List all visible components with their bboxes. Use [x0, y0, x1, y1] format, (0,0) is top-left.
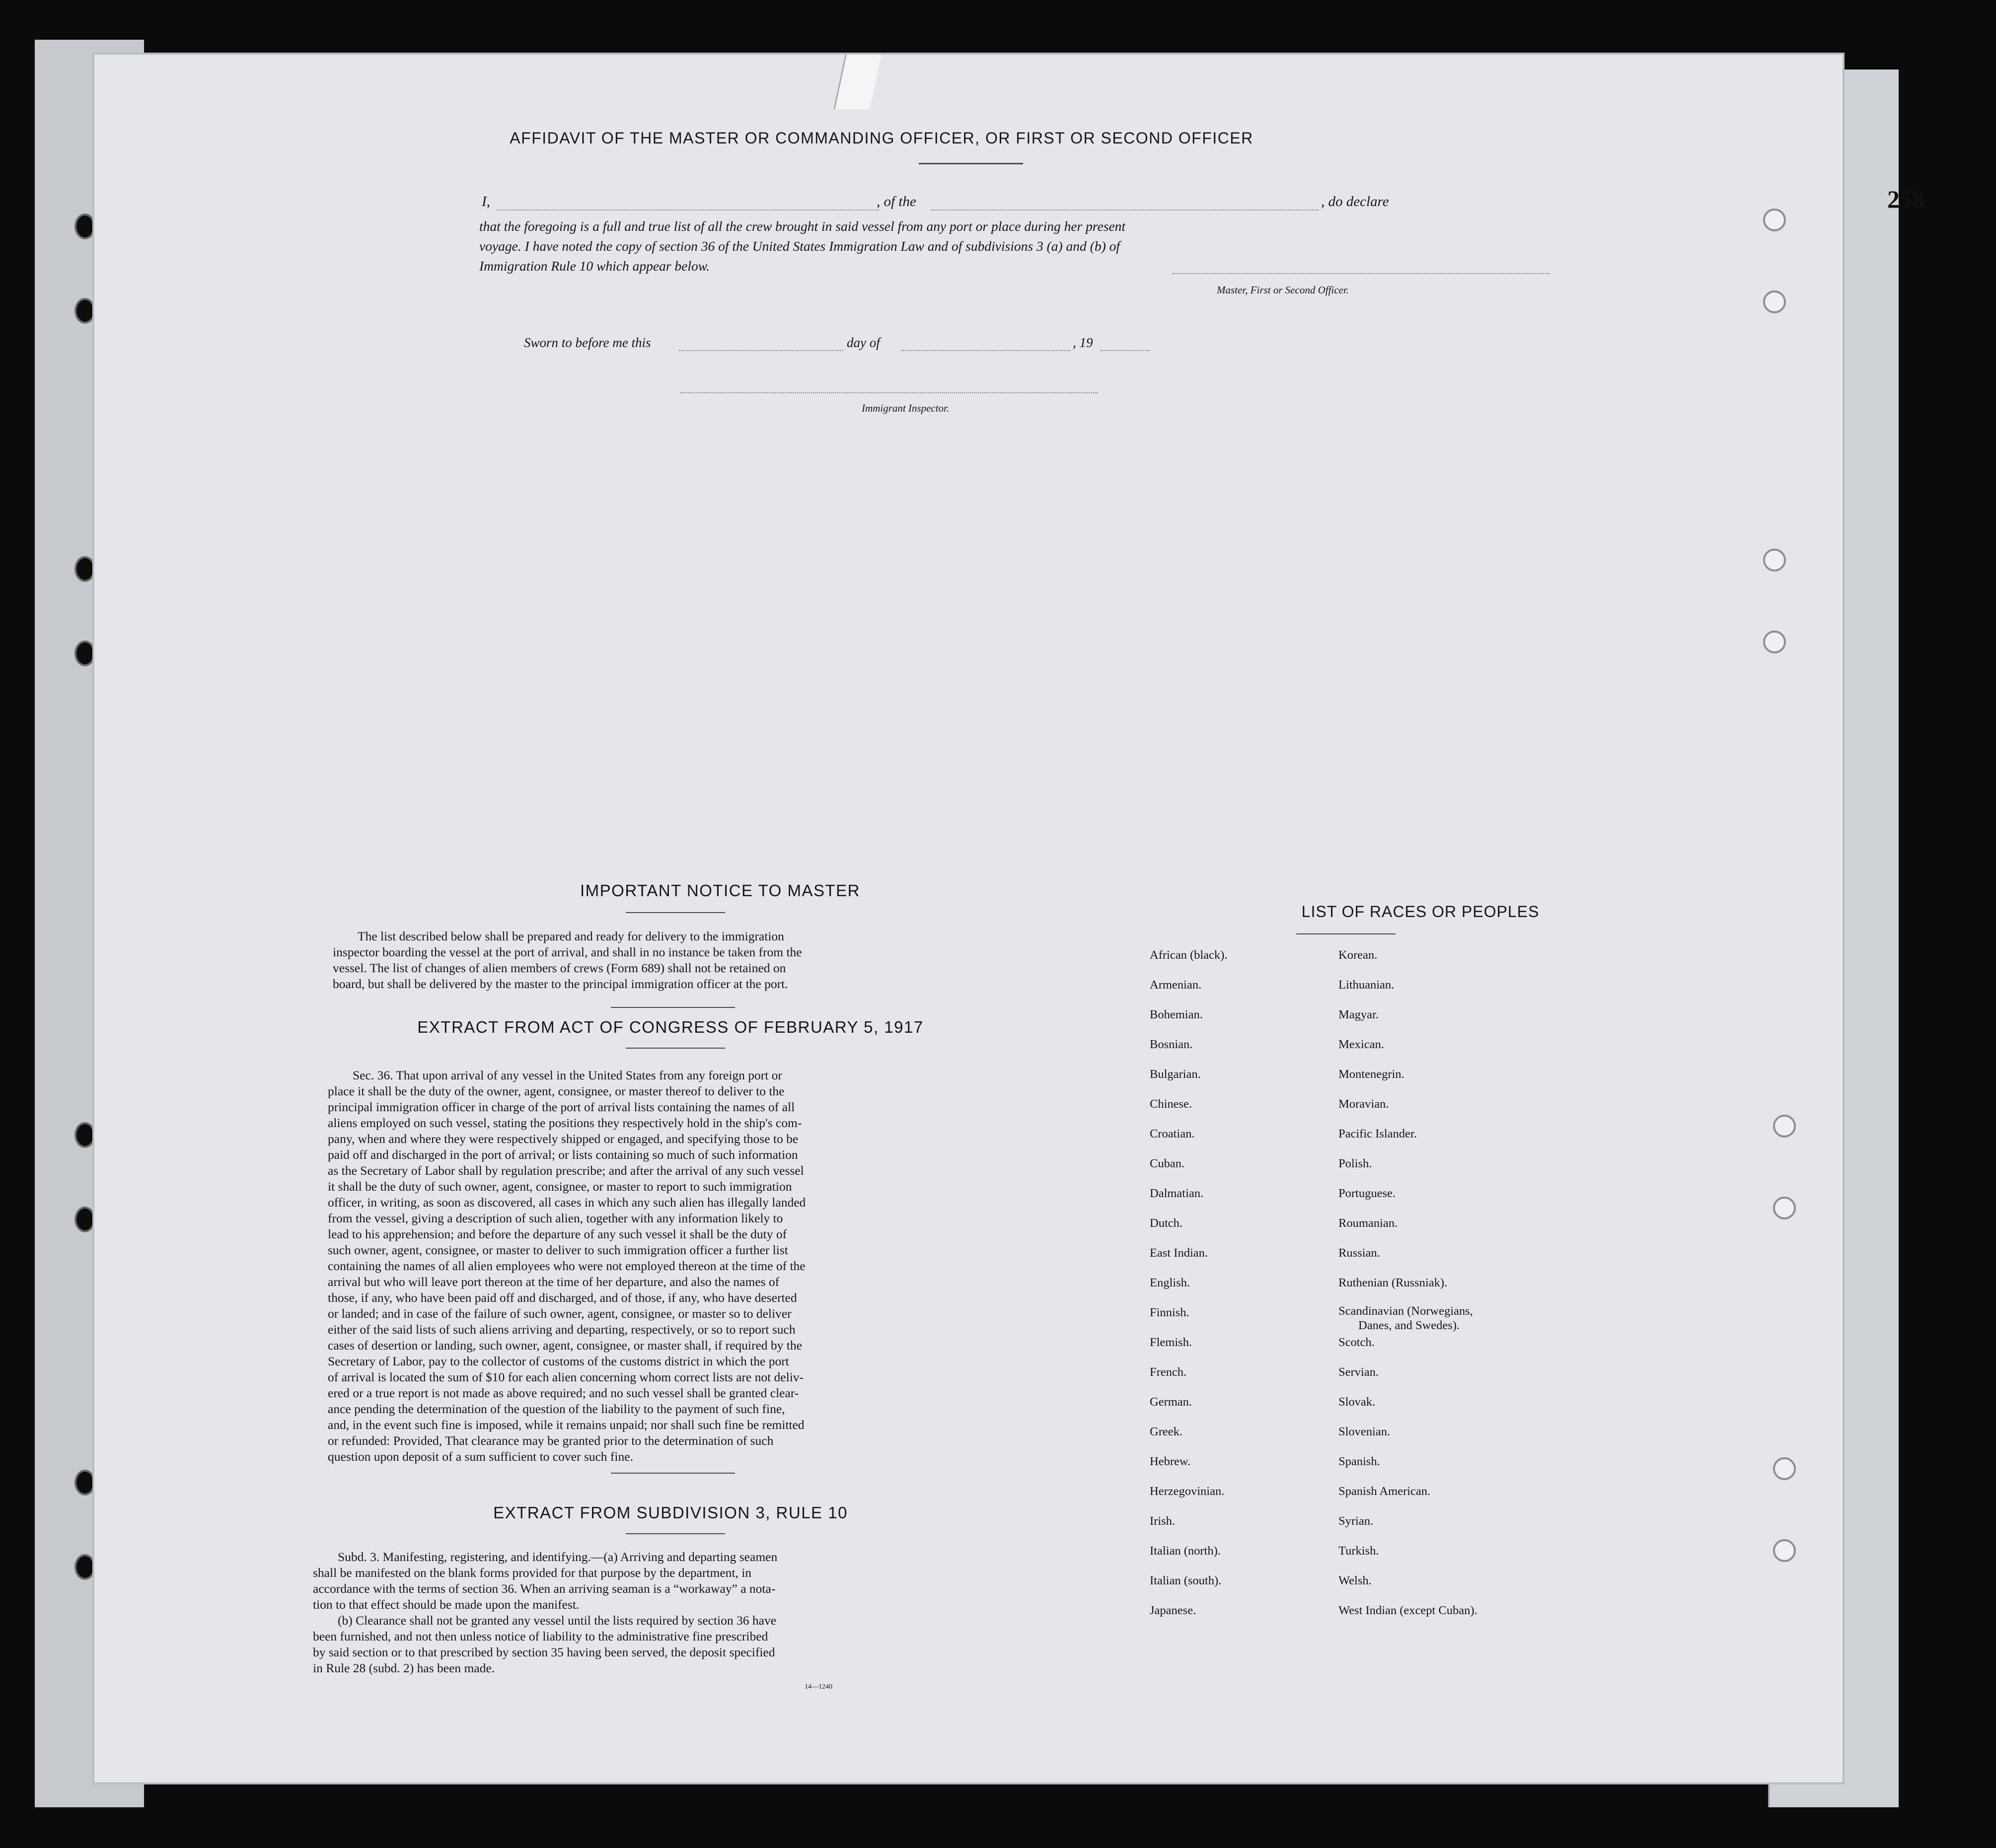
- notice-title-underline: [626, 912, 725, 913]
- races-title-underline: [1296, 933, 1396, 934]
- rule-line: in Rule 28 (subd. 2) has been made.: [313, 1661, 495, 1675]
- act-line: pany, when and where they were respectively shipped or engaged, and specifying those to be: [328, 1132, 799, 1146]
- races-title: LIST OF RACES OR PEOPLES: [1301, 903, 1540, 921]
- declarant-name-field[interactable]: [497, 198, 879, 211]
- race-item: Greek.: [1150, 1425, 1183, 1438]
- rule-title-underline: [626, 1533, 725, 1534]
- race-item: Armenian.: [1150, 978, 1202, 992]
- affidavit-title: AFFIDAVIT OF THE MASTER OR COMMANDING OFFICER, OR FIRST OR SECOND OFFICER: [510, 129, 1254, 147]
- race-item: French.: [1150, 1365, 1187, 1379]
- sworn-year-label: , 19: [1073, 335, 1093, 350]
- act-line: either of the said lists of such aliens arriving and departing, respectively, or so to report such: [328, 1322, 796, 1337]
- vessel-name-field[interactable]: [931, 198, 1319, 211]
- act-line: as the Secretary of Labor shall by regulation prescribe; and after the arrival of any such vessel: [328, 1163, 804, 1178]
- race-item: Scotch.: [1338, 1336, 1375, 1349]
- page-number: 258: [1887, 185, 1924, 213]
- affidavit-line-3: voyage. I have noted the copy of section 36 of the United States Immigration Law and of subdivisions 3 (a) and (b) of: [479, 238, 1120, 254]
- act-extract-title: EXTRACT FROM ACT OF CONGRESS OF FEBRUARY 5, 1917: [417, 1018, 924, 1036]
- sworn-day-of-label: day of: [847, 335, 880, 350]
- race-item: Italian (north).: [1150, 1544, 1221, 1558]
- sworn-line: [524, 335, 1219, 355]
- act-line: principal immigration officer in charge of the port of arrival lists containing the names of all: [328, 1100, 795, 1114]
- document-page: [94, 55, 1843, 1782]
- race-item: Italian (south).: [1150, 1574, 1222, 1587]
- notice-line: vessel. The list of changes of alien members of crews (Form 689) shall not be retained on: [333, 961, 786, 975]
- race-item: Scandinavian (Norwegians,: [1338, 1304, 1473, 1318]
- form-number: 14—1240: [805, 1683, 832, 1691]
- act-line: containing the names of all alien employees who were not employed thereon at the time of the: [328, 1259, 806, 1273]
- race-item: East Indian.: [1150, 1246, 1208, 1260]
- rule-line: been furnished, and not then unless notice of liability to the administrative fine prescribed: [313, 1629, 768, 1643]
- race-item: Montenegrin.: [1338, 1067, 1405, 1081]
- race-item: Irish.: [1150, 1514, 1176, 1528]
- race-item: Russian.: [1338, 1246, 1380, 1260]
- race-item: Servian.: [1338, 1365, 1379, 1379]
- notice-separator: [611, 1007, 735, 1008]
- rule-line: shall be manifested on the blank forms provided for that purpose by the department, in: [313, 1565, 752, 1580]
- act-line: ered or a true report is not made as above required; and no such vessel shall be granted clear-: [328, 1386, 799, 1400]
- act-line: from the vessel, giving a description of such alien, together with any information likely to: [328, 1211, 783, 1225]
- officer-signature-caption: Master, First or Second Officer.: [1217, 284, 1349, 296]
- sworn-year-field[interactable]: [1100, 339, 1150, 351]
- race-item: Mexican.: [1338, 1038, 1384, 1051]
- act-line: Sec. 36. That upon arrival of any vessel in the United States from any foreign port or: [353, 1068, 782, 1082]
- rule-extract-title: EXTRACT FROM SUBDIVISION 3, RULE 10: [493, 1503, 848, 1522]
- race-item: Japanese.: [1150, 1604, 1196, 1617]
- race-item: Turkish.: [1338, 1544, 1379, 1558]
- race-item: Bosnian.: [1150, 1038, 1193, 1051]
- act-line: Secretary of Labor, pay to the collector of customs of the customs district in which the port: [328, 1354, 789, 1368]
- race-item: Chinese.: [1150, 1097, 1192, 1111]
- race-item: Korean.: [1338, 948, 1378, 962]
- race-item: West Indian (except Cuban).: [1338, 1604, 1478, 1617]
- notice-title: IMPORTANT NOTICE TO MASTER: [580, 881, 860, 900]
- race-item: Portuguese.: [1338, 1187, 1396, 1200]
- race-item: Welsh.: [1338, 1574, 1372, 1587]
- race-item: Syrian.: [1338, 1514, 1374, 1528]
- race-item: Spanish.: [1338, 1455, 1380, 1468]
- act-line: cases of desertion or landing, such owner, agent, consignee, or master shall, if required by the: [328, 1338, 802, 1352]
- rule-line: by said section or to that prescribed by section 35 having been served, the deposit specified: [313, 1645, 775, 1659]
- race-item: Ruthenian (Russniak).: [1338, 1276, 1448, 1289]
- race-item: Hebrew.: [1150, 1455, 1191, 1468]
- race-item: English.: [1150, 1276, 1190, 1289]
- race-item: Bohemian.: [1150, 1008, 1203, 1021]
- do-declare-label: , do declare: [1321, 194, 1389, 210]
- act-line: officer, in writing, as soon as discovered, all cases in which any such alien has illegally landed: [328, 1195, 806, 1209]
- race-item: German.: [1150, 1395, 1192, 1409]
- act-extract-text: [328, 1067, 982, 1465]
- race-item: Flemish.: [1150, 1336, 1192, 1349]
- act-line: such owner, agent, consignee, or master to deliver to such immigration officer a further list: [328, 1243, 788, 1257]
- race-item: Lithuanian.: [1338, 978, 1395, 992]
- officer-signature-field[interactable]: [1172, 263, 1550, 274]
- race-item: Cuban.: [1150, 1157, 1185, 1170]
- affidavit-line-4: Immigration Rule 10 which appear below.: [479, 258, 710, 274]
- race-item: Magyar.: [1338, 1008, 1379, 1021]
- declarant-prefix: I,: [482, 194, 490, 210]
- race-item: Moravian.: [1338, 1097, 1389, 1111]
- paper-tear-mark: [833, 55, 881, 109]
- race-item: Spanish American.: [1338, 1485, 1431, 1498]
- sworn-prefix: Sworn to before me this: [524, 335, 651, 350]
- notice-line: board, but shall be delivered by the master to the principal immigration officer at the port.: [333, 977, 788, 991]
- inspector-signature-caption: Immigrant Inspector.: [862, 402, 950, 414]
- affidavit-line-2: that the foregoing is a full and true list of all the crew brought in said vessel from any port or place during her present: [479, 218, 1126, 234]
- rule-line: (b) Clearance shall not be granted any vessel until the lists required by section 36 have: [338, 1613, 777, 1628]
- race-item: Dutch.: [1150, 1216, 1183, 1230]
- act-line: and, in the event such fine is imposed, while it remains unpaid; nor shall such fine be remitted: [328, 1418, 805, 1432]
- rule-line: tion to that effect should be made upon the manifest.: [313, 1597, 580, 1612]
- notice-line: inspector boarding the vessel at the port of arrival, and shall in no instance be taken from the: [333, 945, 802, 959]
- notice-text: [333, 928, 978, 992]
- act-line: lead to his apprehension; and before the departure of any such vessel it shall be the duty of: [328, 1227, 787, 1241]
- race-item: Dalmatian.: [1150, 1187, 1204, 1200]
- act-title-underline: [626, 1048, 725, 1049]
- race-item: Finnish.: [1150, 1306, 1189, 1319]
- race-item: African (black).: [1150, 948, 1228, 962]
- act-line: it shall be the duty of such owner, agent, consignee, or master to report to such immigration: [328, 1179, 792, 1194]
- act-line: ance pending the determination of the question of the liability to the payment of such fine,: [328, 1402, 785, 1416]
- act-line: arrival but who will leave port thereon at the time of her departure, and also the names of: [328, 1275, 780, 1289]
- race-item: Roumanian.: [1338, 1216, 1398, 1230]
- race-item: Bulgarian.: [1150, 1067, 1201, 1081]
- notice-line: The list described below shall be prepared and ready for delivery to the immigration: [358, 929, 784, 943]
- race-item: Herzegovinian.: [1150, 1485, 1225, 1498]
- act-line: aliens employed on such vessel, stating the positions they respectively hold in the ship's com-: [328, 1116, 802, 1130]
- affidavit-title-underline: [919, 163, 1023, 164]
- act-separator: [611, 1473, 735, 1474]
- act-line: paid off and discharged in the port of arrival; or lists containing so much of such information: [328, 1147, 798, 1162]
- act-line: those, if any, who have been paid off and discharged, and of those, if any, who have deserted: [328, 1290, 797, 1305]
- affidavit-line-1: [482, 194, 1545, 213]
- race-item: Slovak.: [1338, 1395, 1376, 1409]
- inspector-signature-field[interactable]: [680, 382, 1098, 393]
- of-the-label: , of the: [877, 194, 916, 210]
- sworn-month-field[interactable]: [901, 339, 1070, 351]
- race-item: Pacific Islander.: [1338, 1127, 1417, 1140]
- race-item-continuation: Danes, and Swedes).: [1358, 1319, 1460, 1332]
- rule-extract-text: [313, 1549, 983, 1676]
- rule-line: Subd. 3. Manifesting, registering, and identifying.—(a) Arriving and departing seamen: [338, 1550, 778, 1564]
- race-item: Polish.: [1338, 1157, 1372, 1170]
- rule-line: accordance with the terms of section 36. When an arriving seaman is a “workaway” a nota-: [313, 1581, 776, 1596]
- race-item: Croatian.: [1150, 1127, 1195, 1140]
- act-line: of arrival is located the sum of $10 for each alien concerning whom correct lists are not deliv-: [328, 1370, 804, 1384]
- act-line: question upon deposit of a sum sufficient to cover such fine.: [328, 1449, 633, 1464]
- race-item: Slovenian.: [1338, 1425, 1391, 1438]
- act-line: place it shall be the duty of the owner, agent, consignee, or master thereof to deliver to the: [328, 1084, 785, 1098]
- act-line: or refunded: Provided, That clearance may be granted prior to the determination of such: [328, 1433, 774, 1448]
- sworn-date-field[interactable]: [679, 339, 843, 351]
- act-line: or landed; and in case of the failure of such owner, agent, consignee, or master so to deliver: [328, 1306, 792, 1321]
